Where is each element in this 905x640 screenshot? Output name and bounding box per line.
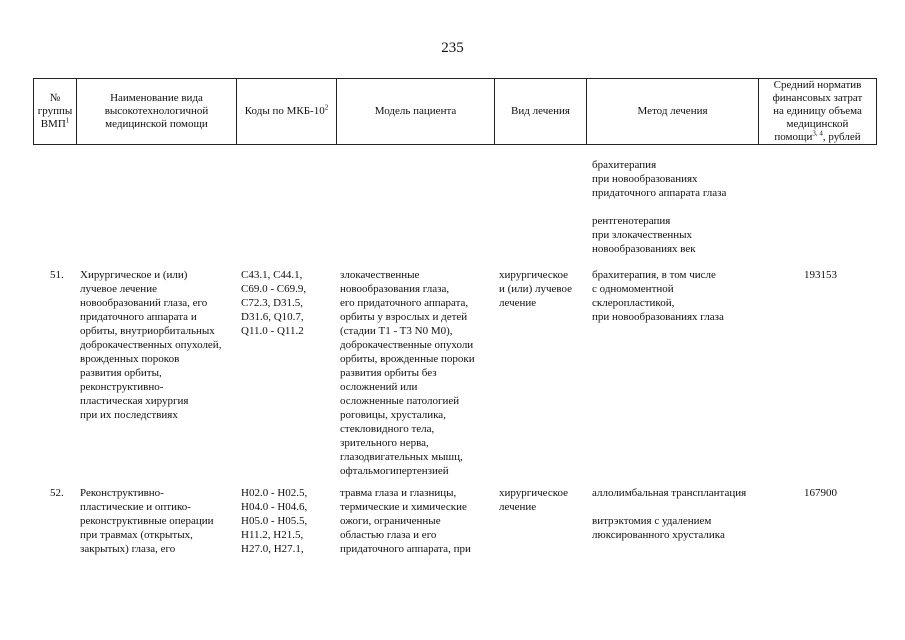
header-vmp-name: Наименование вида высокотехнологичной медицинской помощи: [104, 91, 209, 130]
row-treatment-method-secondary: витрэктомия с удалением люксированного хрусталика: [592, 515, 725, 541]
header-patient-model: Модель пациента: [374, 104, 457, 117]
row-number: 52.: [50, 487, 64, 499]
row-icd-codes: H02.0 - H02.5, H04.0 - H04.6, H05.0 - H05.5, H11.2, H21.5, H27.0, H27.1,: [241, 487, 308, 555]
row-number: 51.: [50, 269, 64, 281]
row-patient-model: травма глаза и глазницы, термические и химические ожоги, ограниченные областью глаза и его придаточного аппарата, при: [340, 487, 471, 555]
header-bottom-rule: [33, 144, 876, 145]
row-vmp-name: Хирургическое и (или) лучевое лечение новообразований глаза, его придаточного аппарата и орбиты, внутриорбитальных доброкачественных опухолей, врожденных пороков развития орбиты, реконструктивно- пластическая хирургия при их последствиях: [80, 269, 222, 421]
header-group-number: № группы ВМП$^1$: [37, 91, 73, 130]
header-icd-codes: Коды по МКБ-$10^2$: [244, 102, 329, 117]
method-brachytherapy-adnexa: брахитерапия при новообразованиях придаточного аппарата глаза: [592, 159, 727, 199]
row-treatment-method: брахитерапия, в том числе с одномоментной склеропластикой, при новообразованиях глаза: [592, 269, 724, 323]
row-cost: 193153: [804, 269, 837, 281]
row-icd-codes: C43.1, C44.1, C69.0 - C69.9, C72.3, D31.5, D31.6, Q10.7, Q11.0 - Q11.2: [241, 269, 307, 337]
row-patient-model: злокачественные новообразования глаза, его придаточного аппарата, орбиты у взрослых и детей (стадии T1 - T3 N0 M0), доброкачественные опухоли орбиты, врожденные пороки развития орбиты без осложнений или осложненные патологией роговицы, хрусталика, стекловидного тела, зрительного нерва, глазодвигательных мышц, офтальмогипертензией: [340, 269, 475, 477]
row-cost: 167900: [804, 487, 837, 499]
header-treatment-method: Метод лечения: [637, 104, 708, 117]
row-treatment-type: хирургическое лечение: [499, 487, 569, 513]
row-vmp-name: Реконструктивно- пластические и оптико- реконструктивные операции при травмах (открытых, закрытых) глаза, его: [80, 487, 214, 555]
header-cost-standard: Средний норматив финансовых затрат на единицу объема медицинской помощи$^{3, 4}$, рублей: [772, 78, 863, 143]
method-radiotherapy-eyelid: рентгенотерапия при злокачественных новообразованиях век: [592, 215, 696, 255]
row-treatment-method: аллолимбальная трансплантация: [592, 487, 747, 499]
header-treatment-type: Вид лечения: [511, 104, 570, 117]
row-treatment-type: хирургическое и (или) лучевое лечение: [499, 269, 573, 309]
col-divider: [876, 78, 877, 145]
page-number: 235: [441, 40, 464, 56]
